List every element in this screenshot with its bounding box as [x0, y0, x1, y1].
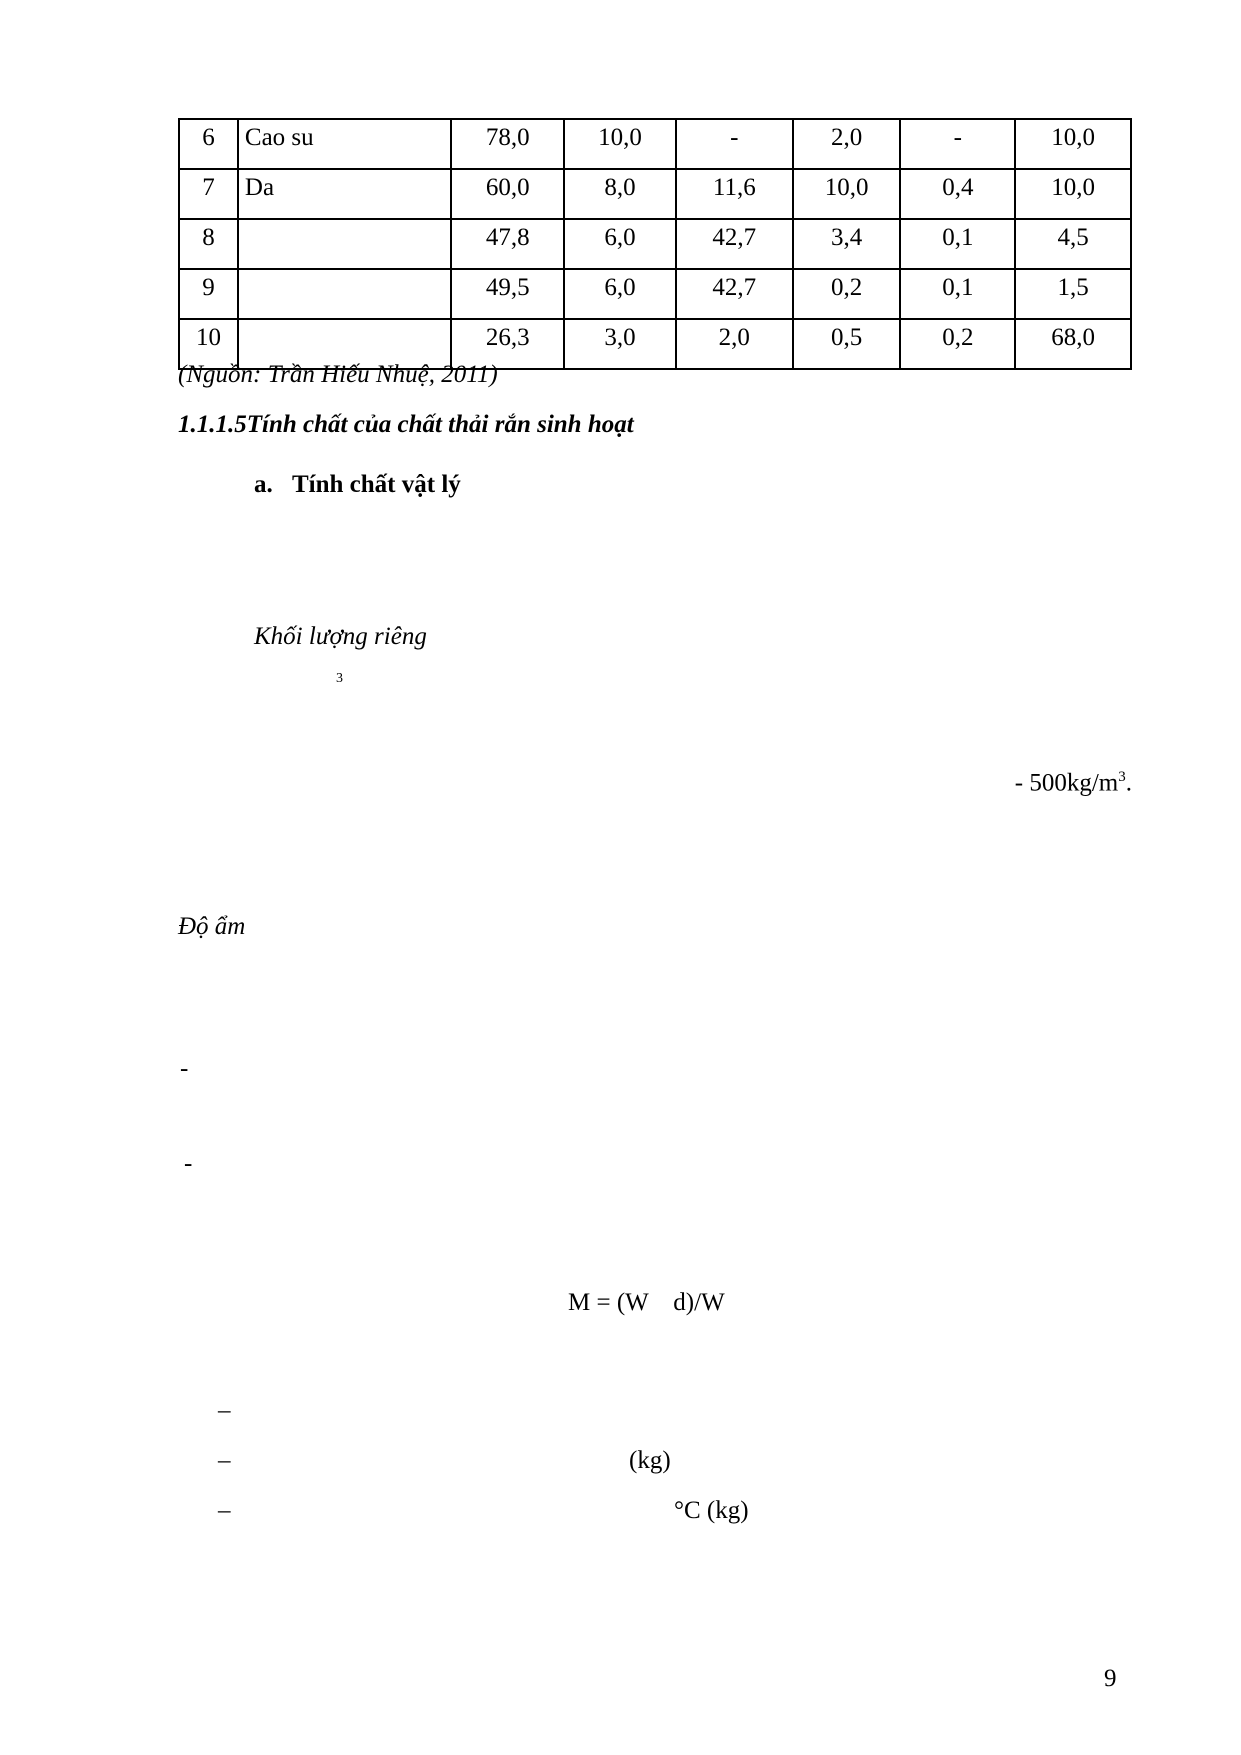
bullet-dash: –	[218, 1397, 231, 1424]
table-cell: 0,2	[900, 319, 1015, 369]
table-cell: -	[900, 119, 1015, 169]
table-row	[179, 269, 1131, 319]
table-cell: 6	[179, 119, 238, 169]
table-cell: 68,0	[1015, 319, 1131, 369]
table-cell: 3,0	[564, 319, 676, 369]
table-cell: Cao su	[238, 119, 451, 169]
table-cell: 8,0	[564, 169, 676, 219]
table-cell: 49,5	[451, 269, 564, 319]
dash: -	[184, 1150, 193, 1177]
table-cell: 2,0	[793, 119, 901, 169]
table-row	[179, 219, 1131, 269]
table-cell: 42,7	[676, 219, 793, 269]
bullet-dash: –	[218, 1447, 231, 1474]
dash: -	[180, 1055, 189, 1082]
table-cell: 10,0	[793, 169, 901, 219]
composition-table	[178, 118, 1132, 370]
moisture-formula: M = (W d)/W	[568, 1289, 725, 1316]
table-cell: 10	[179, 319, 238, 369]
table-cell	[238, 219, 451, 269]
table-cell: 7	[179, 169, 238, 219]
table-cell: 1,5	[1015, 269, 1131, 319]
table-cell: 0,1	[900, 219, 1015, 269]
table-source: (Nguồn: Trần Hiếu Nhuệ, 2011)	[178, 361, 498, 388]
table-cell: 10,0	[564, 119, 676, 169]
table-cell: 0,2	[793, 269, 901, 319]
bullet-dash: –	[218, 1497, 231, 1524]
table-cell: 6,0	[564, 219, 676, 269]
superscript-3: 3	[336, 671, 343, 686]
table-cell: 3,4	[793, 219, 901, 269]
table-cell: 0,1	[900, 269, 1015, 319]
table-cell: 4,5	[1015, 219, 1131, 269]
table-cell: 60,0	[451, 169, 564, 219]
table-cell: 0,4	[900, 169, 1015, 219]
section-heading: 1.1.1.5Tính chất của chất thải rắn sinh hoạt	[178, 411, 634, 438]
bullet-text: °C (kg)	[674, 1497, 749, 1524]
table-cell: 26,3	[451, 319, 564, 369]
table-cell	[238, 269, 451, 319]
bullet-text: (kg)	[629, 1447, 671, 1474]
page-number: 9	[1104, 1665, 1117, 1692]
table-cell: 47,8	[451, 219, 564, 269]
table-cell: 0,5	[793, 319, 901, 369]
subheading-marker: a.	[254, 471, 273, 498]
table-row	[179, 169, 1131, 219]
table-cell: 6,0	[564, 269, 676, 319]
table-cell: Da	[238, 169, 451, 219]
table-cell: 9	[179, 269, 238, 319]
moisture-label: Độ ẩm	[178, 913, 246, 940]
table-cell: 2,0	[676, 319, 793, 369]
table-cell: 11,6	[676, 169, 793, 219]
table-cell: 10,0	[1015, 119, 1131, 169]
table-cell: 78,0	[451, 119, 564, 169]
table-row	[179, 119, 1131, 169]
subheading: Tính chất vật lý	[292, 471, 461, 498]
table-cell: 10,0	[1015, 169, 1131, 219]
table-cell: -	[676, 119, 793, 169]
density-label: Khối lượng riêng	[254, 623, 427, 650]
density-value: - $500kg/m^3$.	[1014, 769, 1132, 797]
table-cell: 8	[179, 219, 238, 269]
table-cell: 42,7	[676, 269, 793, 319]
